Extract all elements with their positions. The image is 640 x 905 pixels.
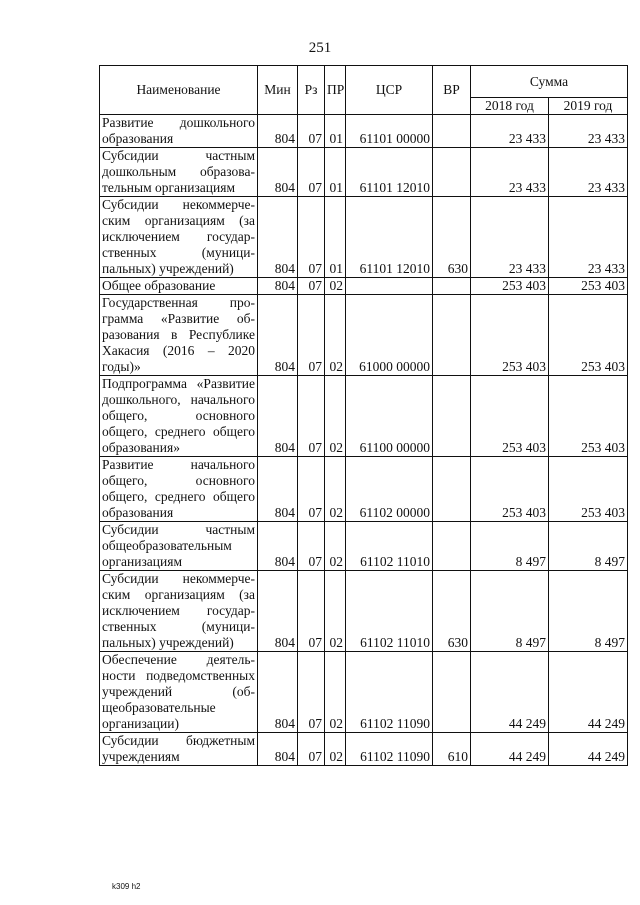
cell-min: 804	[258, 278, 298, 295]
table-row	[100, 522, 628, 571]
table-row	[100, 457, 628, 522]
cell-csr: 61000 00000	[346, 295, 433, 376]
cell-csr	[346, 278, 433, 295]
header-year-2019: 2019 год	[549, 98, 628, 115]
table-row	[100, 115, 628, 148]
cell-sum-2018: 44 249	[471, 652, 549, 733]
table-row	[100, 295, 628, 376]
cell-pr: 02	[325, 652, 346, 733]
cell-name: Государственная программа «Развитие образования в Республике Хакасия (2016 – 2020 годы)»	[100, 295, 258, 376]
header-sum: Сумма	[471, 66, 628, 98]
cell-sum-2019: 253 403	[549, 457, 628, 522]
cell-sum-2019: 23 433	[549, 115, 628, 148]
cell-sum-2018: 23 433	[471, 148, 549, 197]
cell-vr	[433, 522, 471, 571]
cell-rz: 07	[298, 522, 325, 571]
cell-name: Субсидии некоммерческим организациям (за исключением государственных (муниципальных) учреждений)	[100, 571, 258, 652]
cell-pr: 01	[325, 115, 346, 148]
cell-min: 804	[258, 376, 298, 457]
cell-csr: 61102 11010	[346, 571, 433, 652]
table-row	[100, 733, 628, 766]
cell-sum-2018: 253 403	[471, 376, 549, 457]
cell-min: 804	[258, 522, 298, 571]
cell-name: Субсидии частным общеобразовательным организациям	[100, 522, 258, 571]
cell-sum-2018: 8 497	[471, 522, 549, 571]
cell-min: 804	[258, 115, 298, 148]
cell-sum-2018: 8 497	[471, 571, 549, 652]
header-year-2018: 2018 год	[471, 98, 549, 115]
cell-vr: 630	[433, 197, 471, 278]
cell-rz: 07	[298, 197, 325, 278]
cell-pr: 02	[325, 522, 346, 571]
cell-sum-2019: 23 433	[549, 148, 628, 197]
cell-name: Субсидии бюджетным учреждениям	[100, 733, 258, 766]
table-row	[100, 278, 628, 295]
cell-vr	[433, 115, 471, 148]
cell-rz: 07	[298, 115, 325, 148]
cell-sum-2019: 44 249	[549, 733, 628, 766]
cell-csr: 61102 11010	[346, 522, 433, 571]
cell-rz: 07	[298, 376, 325, 457]
cell-pr: 01	[325, 148, 346, 197]
cell-sum-2019: 8 497	[549, 522, 628, 571]
cell-rz: 07	[298, 571, 325, 652]
cell-vr	[433, 278, 471, 295]
cell-pr: 02	[325, 295, 346, 376]
header-rz: Рз	[298, 66, 325, 115]
cell-sum-2018: 23 433	[471, 115, 549, 148]
cell-sum-2019: 253 403	[549, 376, 628, 457]
cell-min: 804	[258, 571, 298, 652]
header-csr: ЦСР	[346, 66, 433, 115]
cell-sum-2019: 44 249	[549, 652, 628, 733]
cell-min: 804	[258, 148, 298, 197]
footer-code: k309 h2	[112, 882, 141, 891]
table-body	[100, 115, 628, 766]
cell-min: 804	[258, 295, 298, 376]
cell-sum-2018: 253 403	[471, 295, 549, 376]
cell-min: 804	[258, 652, 298, 733]
cell-sum-2018: 253 403	[471, 457, 549, 522]
cell-name: Развитие дошкольного образования	[100, 115, 258, 148]
cell-sum-2019: 253 403	[549, 278, 628, 295]
cell-vr	[433, 148, 471, 197]
table-row	[100, 376, 628, 457]
cell-rz: 07	[298, 278, 325, 295]
cell-csr: 61101 12010	[346, 197, 433, 278]
cell-sum-2018: 253 403	[471, 278, 549, 295]
cell-rz: 07	[298, 148, 325, 197]
cell-rz: 07	[298, 295, 325, 376]
cell-sum-2019: 253 403	[549, 295, 628, 376]
cell-name: Субсидии частным дошкольным образовательным организациям	[100, 148, 258, 197]
cell-sum-2018: 23 433	[471, 197, 549, 278]
table-row	[100, 652, 628, 733]
cell-vr	[433, 295, 471, 376]
header-vr: ВР	[433, 66, 471, 115]
cell-vr	[433, 652, 471, 733]
table-row	[100, 571, 628, 652]
header-min: Мин	[258, 66, 298, 115]
cell-pr: 01	[325, 197, 346, 278]
cell-pr: 02	[325, 376, 346, 457]
cell-csr: 61101 12010	[346, 148, 433, 197]
cell-pr: 02	[325, 733, 346, 766]
cell-vr	[433, 376, 471, 457]
cell-min: 804	[258, 197, 298, 278]
header-pr: ПР	[325, 66, 346, 115]
cell-rz: 07	[298, 652, 325, 733]
header-name: Наименование	[100, 66, 258, 115]
cell-vr: 630	[433, 571, 471, 652]
cell-pr: 02	[325, 278, 346, 295]
cell-name: Развитие начального общего, основного общего, среднего общего образования	[100, 457, 258, 522]
cell-vr	[433, 457, 471, 522]
cell-csr: 61101 00000	[346, 115, 433, 148]
cell-rz: 07	[298, 733, 325, 766]
cell-pr: 02	[325, 457, 346, 522]
cell-name: Общее образование	[100, 278, 258, 295]
cell-name: Субсидии некоммерческим организациям (за исключением государственных (муниципальных) учреждений)	[100, 197, 258, 278]
budget-table	[99, 65, 628, 766]
cell-csr: 61100 00000	[346, 376, 433, 457]
cell-csr: 61102 00000	[346, 457, 433, 522]
cell-name: Подпрограмма «Развитие дошкольного, начального общего, основного общего, среднего общего образования»	[100, 376, 258, 457]
cell-csr: 61102 11090	[346, 733, 433, 766]
cell-name: Обеспечение деятельности подведомственных учреждений (общеобразовательные организации)	[100, 652, 258, 733]
cell-csr: 61102 11090	[346, 652, 433, 733]
cell-rz: 07	[298, 457, 325, 522]
cell-vr: 610	[433, 733, 471, 766]
cell-min: 804	[258, 457, 298, 522]
table-row	[100, 148, 628, 197]
cell-sum-2019: 23 433	[549, 197, 628, 278]
cell-sum-2018: 44 249	[471, 733, 549, 766]
cell-pr: 02	[325, 571, 346, 652]
cell-min: 804	[258, 733, 298, 766]
page-number: 251	[308, 40, 332, 56]
table-row	[100, 197, 628, 278]
cell-sum-2019: 8 497	[549, 571, 628, 652]
